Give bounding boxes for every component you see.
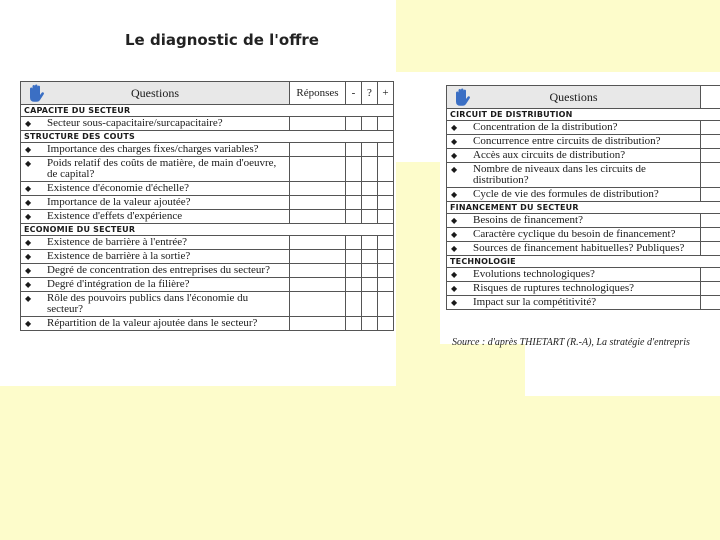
table-header-row [21, 82, 394, 105]
response-cell [290, 264, 346, 278]
minus-cell [346, 117, 362, 131]
question-cell [21, 210, 290, 224]
question-text: Secteur sous-capacitaire/surcapacitaire? [47, 117, 223, 129]
question-cell [447, 296, 701, 310]
response-cell [701, 214, 720, 228]
response-cell [701, 242, 720, 256]
question-cell [21, 196, 290, 210]
bullet-icon: ◆ [25, 319, 32, 328]
question-text: Degré de concentration des entreprises du secteur? [47, 264, 270, 276]
plus-cell [378, 143, 394, 157]
question-text: Caractère cyclique du besoin de financement? [473, 228, 676, 240]
bullet-icon: ◆ [451, 270, 458, 279]
question-cell [447, 214, 701, 228]
page-title: Le diagnostic de l'offre [125, 31, 319, 49]
response-cell [701, 268, 720, 282]
bullet-icon: ◆ [25, 159, 32, 168]
minus-cell [346, 143, 362, 157]
question-cell [447, 188, 701, 202]
question-mark-cell [362, 157, 378, 182]
minus-header: - [346, 82, 362, 105]
response-cell [701, 121, 720, 135]
plus-header: + [378, 82, 394, 105]
bullet-icon: ◆ [25, 198, 32, 207]
bullet-icon: ◆ [25, 145, 32, 154]
plus-cell [378, 210, 394, 224]
table-row [447, 121, 720, 135]
question-cell [447, 135, 701, 149]
question-text: Existence d'effets d'expérience [47, 210, 183, 222]
question-text: Existence de barrière à l'entrée? [47, 236, 188, 248]
question-text: Impact sur la compétitivité? [473, 296, 597, 308]
response-cell [290, 143, 346, 157]
question-mark-cell [362, 182, 378, 196]
response-cell [701, 163, 720, 188]
question-text: Poids relatif des coûts de matière, de main d'oeuvre, de capital? [47, 157, 277, 180]
bullet-icon: ◆ [451, 298, 458, 307]
response-cell [701, 296, 720, 310]
table-row [447, 268, 720, 282]
table-row [21, 117, 394, 131]
bullet-icon: ◆ [25, 252, 32, 261]
section-heading: CIRCUIT DE DISTRIBUTION [447, 109, 720, 121]
question-text: Existence d'économie d'échelle? [47, 182, 190, 194]
question-cell [447, 121, 701, 135]
table-row [447, 214, 720, 228]
table-row [21, 278, 394, 292]
response-cell [290, 157, 346, 182]
table-row [447, 135, 720, 149]
response-cell [290, 278, 346, 292]
responses-header [701, 86, 720, 109]
minus-cell [346, 236, 362, 250]
question-text: Répartition de la valeur ajoutée dans le secteur? [47, 317, 258, 329]
response-cell [701, 282, 720, 296]
question-mark-cell [362, 250, 378, 264]
question-text: Importance de la valeur ajoutée? [47, 196, 191, 208]
bullet-icon: ◆ [451, 165, 458, 174]
bullet-icon: ◆ [25, 238, 32, 247]
question-text: Importance des charges fixes/charges variables? [47, 143, 259, 155]
minus-cell [346, 317, 362, 331]
question-cell [21, 143, 290, 157]
plus-cell [378, 117, 394, 131]
question-text: Degré d'intégration de la filière? [47, 278, 190, 290]
response-cell [290, 210, 346, 224]
question-mark-cell [362, 278, 378, 292]
minus-cell [346, 250, 362, 264]
response-cell [701, 149, 720, 163]
bullet-icon: ◆ [451, 230, 458, 239]
hand-icon [26, 83, 46, 103]
question-text: Evolutions technologiques? [473, 268, 595, 280]
question-text: Existence de barrière à la sortie? [47, 250, 191, 262]
table-header-row [447, 86, 720, 109]
response-cell [290, 317, 346, 331]
questions-header [447, 86, 701, 109]
question-text: Sources de financement habituelles? Publiques? [473, 242, 685, 254]
bullet-icon: ◆ [25, 266, 32, 275]
plus-cell [378, 278, 394, 292]
section-heading: ECONOMIE DU SECTEUR [21, 224, 394, 236]
table-row [447, 296, 720, 310]
table-row [447, 149, 720, 163]
question-cell [21, 264, 290, 278]
question-text: Accès aux circuits de distribution? [473, 149, 626, 161]
table-row [447, 282, 720, 296]
plus-cell [378, 292, 394, 317]
bullet-icon: ◆ [451, 190, 458, 199]
question-cell [21, 182, 290, 196]
table-row [21, 182, 394, 196]
plus-cell [378, 182, 394, 196]
response-cell [290, 196, 346, 210]
question-text: Besoins de financement? [473, 214, 583, 226]
question-cell [21, 292, 290, 317]
section-row [447, 202, 720, 214]
table-row [21, 292, 394, 317]
question-mark-cell [362, 196, 378, 210]
question-text: Nombre de niveaux dans les circuits de distribution? [473, 163, 646, 186]
plus-cell [378, 264, 394, 278]
responses-header: Réponses [290, 82, 346, 105]
question-mark-cell [362, 236, 378, 250]
section-heading: FINANCEMENT DU SECTEUR [447, 202, 720, 214]
response-cell [701, 188, 720, 202]
section-row [447, 256, 720, 268]
bullet-icon: ◆ [451, 123, 458, 132]
minus-cell [346, 196, 362, 210]
table-row [21, 143, 394, 157]
response-cell [290, 182, 346, 196]
question-cell [21, 278, 290, 292]
question-cell [21, 250, 290, 264]
minus-cell [346, 278, 362, 292]
question-mark-cell [362, 317, 378, 331]
question-mark-cell [362, 117, 378, 131]
bullet-icon: ◆ [25, 294, 32, 303]
questions-header-label: Questions [549, 89, 598, 104]
question-text: Cycle de vie des formules de distribution? [473, 188, 659, 200]
response-cell [290, 292, 346, 317]
minus-cell [346, 157, 362, 182]
bullet-icon: ◆ [25, 184, 32, 193]
question-cell [21, 236, 290, 250]
question-cell [21, 317, 290, 331]
response-cell [701, 135, 720, 149]
table-row [447, 242, 720, 256]
response-cell [290, 236, 346, 250]
question-cell [21, 117, 290, 131]
question-mark-cell [362, 210, 378, 224]
response-cell [290, 250, 346, 264]
section-heading: CAPACITE DU SECTEUR [21, 105, 394, 117]
table-row [447, 163, 720, 188]
left-questions-table [20, 81, 394, 331]
question-text: Risques de ruptures technologiques? [473, 282, 634, 294]
table-row [21, 210, 394, 224]
plus-cell [378, 157, 394, 182]
questions-header [21, 82, 290, 105]
paper-right-footer [525, 344, 720, 396]
bullet-icon: ◆ [25, 119, 32, 128]
question-cell [447, 149, 701, 163]
table-row [447, 228, 720, 242]
plus-cell [378, 196, 394, 210]
question-text: Rôle des pouvoirs publics dans l'économie du secteur? [47, 292, 249, 315]
section-heading: STRUCTURE DES COUTS [21, 131, 394, 143]
hand-icon [452, 87, 472, 107]
bullet-icon: ◆ [25, 280, 32, 289]
table-row [21, 317, 394, 331]
question-text: Concentration de la distribution? [473, 121, 618, 133]
table-row [447, 188, 720, 202]
questions-header-label: Questions [131, 85, 179, 100]
bullet-icon: ◆ [451, 284, 458, 293]
bullet-icon: ◆ [451, 244, 458, 253]
question-cell [447, 228, 701, 242]
minus-cell [346, 264, 362, 278]
question-cell [447, 163, 701, 188]
question-mark-cell [362, 264, 378, 278]
bullet-icon: ◆ [25, 212, 32, 221]
response-cell [290, 117, 346, 131]
bullet-icon: ◆ [451, 137, 458, 146]
question-text: Concurrence entre circuits de distribution? [473, 135, 661, 147]
section-row [21, 131, 394, 143]
section-row [447, 109, 720, 121]
question-cell [447, 282, 701, 296]
table-row [21, 157, 394, 182]
bullet-icon: ◆ [451, 216, 458, 225]
minus-cell [346, 210, 362, 224]
plus-cell [378, 250, 394, 264]
question-cell [447, 242, 701, 256]
source-note: Source : d'après THIETART (R.-A), La stratégie d'entrepris [452, 337, 690, 348]
plus-cell [378, 236, 394, 250]
table-row [21, 250, 394, 264]
table-row [21, 236, 394, 250]
question-mark-cell [362, 292, 378, 317]
question-cell [447, 268, 701, 282]
section-heading: TECHNOLOGIE [447, 256, 720, 268]
response-cell [701, 228, 720, 242]
bullet-icon: ◆ [451, 151, 458, 160]
question-cell [21, 157, 290, 182]
minus-cell [346, 182, 362, 196]
minus-cell [346, 292, 362, 317]
question-mark-cell [362, 143, 378, 157]
table-row [21, 196, 394, 210]
section-row [21, 105, 394, 117]
question-mark-header: ? [362, 82, 378, 105]
right-questions-table [446, 85, 720, 310]
plus-cell [378, 317, 394, 331]
table-row [21, 264, 394, 278]
section-row [21, 224, 394, 236]
